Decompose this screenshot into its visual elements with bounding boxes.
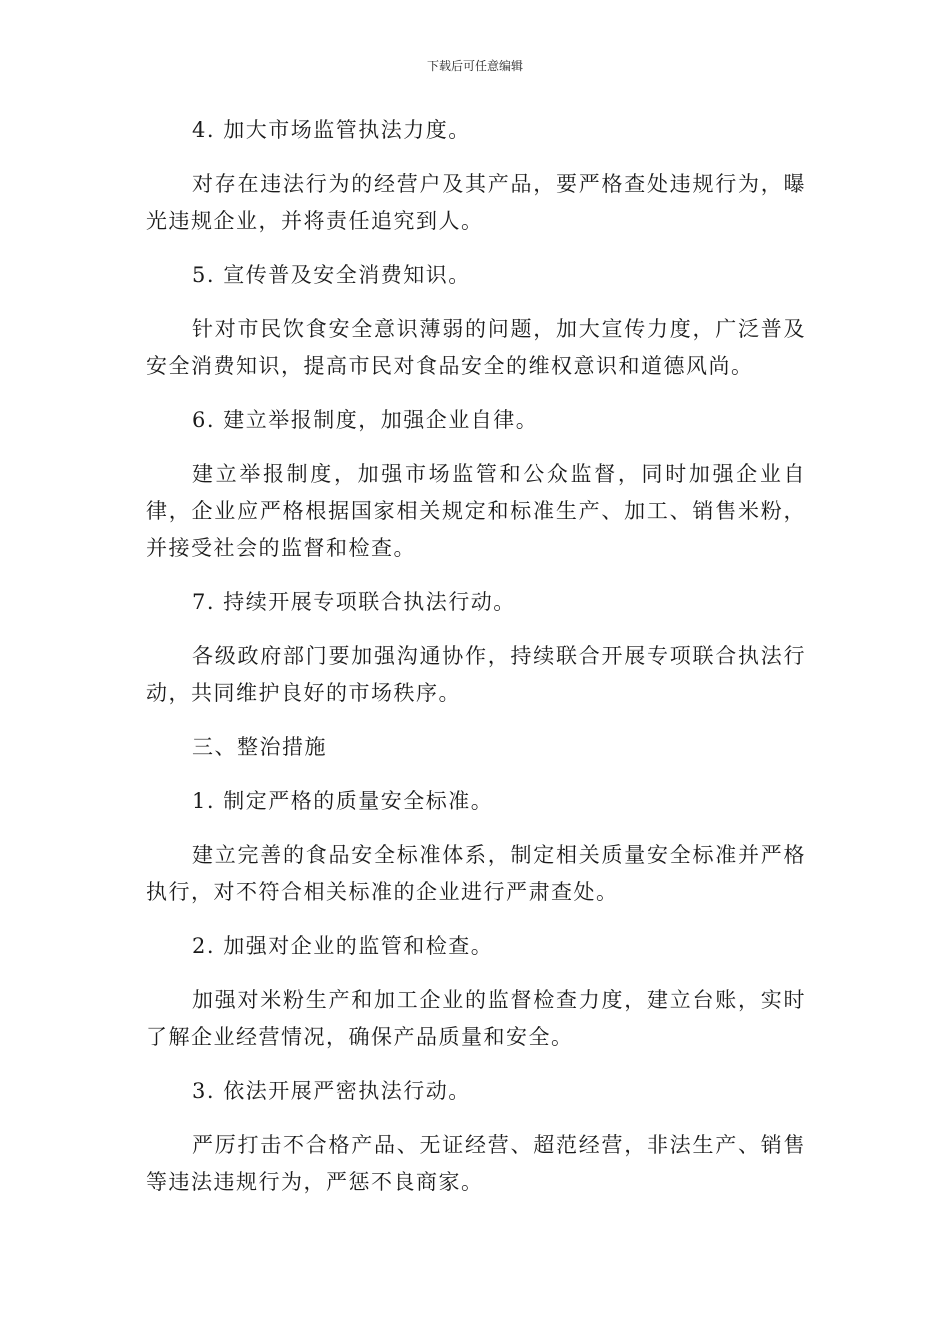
paragraph-text: 建立完善的食品安全标准体系，制定相关质量安全标准并严格执行，对不符合相关标准的企业进行严肃查处。 (146, 843, 806, 904)
heading-item-4: 4. 加大市场监管执法力度。 (192, 118, 471, 142)
section-heading: 三、整治措施 (192, 735, 327, 759)
paragraph-text: 加强对米粉生产和加工企业的监督检查力度，建立台账，实时了解企业经营情况，确保产品质量和安全。 (146, 988, 806, 1049)
heading-item-6: 6. 建立举报制度，加强企业自律。 (192, 408, 539, 432)
heading-item-3: 3. 依法开展严密执法行动。 (192, 1079, 471, 1103)
heading-item-2: 2. 加强对企业的监管和检查。 (192, 934, 494, 958)
paragraph-text: 各级政府部门要加强沟通协作，持续联合开展专项联合执法行动，共同维护良好的市场秩序。 (146, 644, 806, 705)
paragraph-text: 对存在违法行为的经营户及其产品，要严格查处违规行为，曝光违规企业，并将责任追究到人。 (146, 172, 806, 233)
heading-item-5: 5. 宣传普及安全消费知识。 (192, 263, 471, 287)
heading-item-1: 1. 制定严格的质量安全标准。 (192, 789, 494, 813)
page-header-note: 下载后可任意编辑 (426, 59, 523, 73)
paragraph-text: 建立举报制度，加强市场监管和公众监督，同时加强企业自律，企业应严格根据国家相关规定和标准生产、加工、销售米粉，并接受社会的监督和检查。 (146, 462, 806, 560)
paragraph-text: 严厉打击不合格产品、无证经营、超范经营，非法生产、销售等违法违规行为，严惩不良商家。 (146, 1133, 806, 1194)
document-body (146, 112, 806, 1218)
heading-item-7: 7. 持续开展专项联合执法行动。 (192, 590, 516, 614)
paragraph-text: 针对市民饮食安全意识薄弱的问题，加大宣传力度，广泛普及安全消费知识，提高市民对食品安全的维权意识和道德风尚。 (146, 317, 806, 378)
